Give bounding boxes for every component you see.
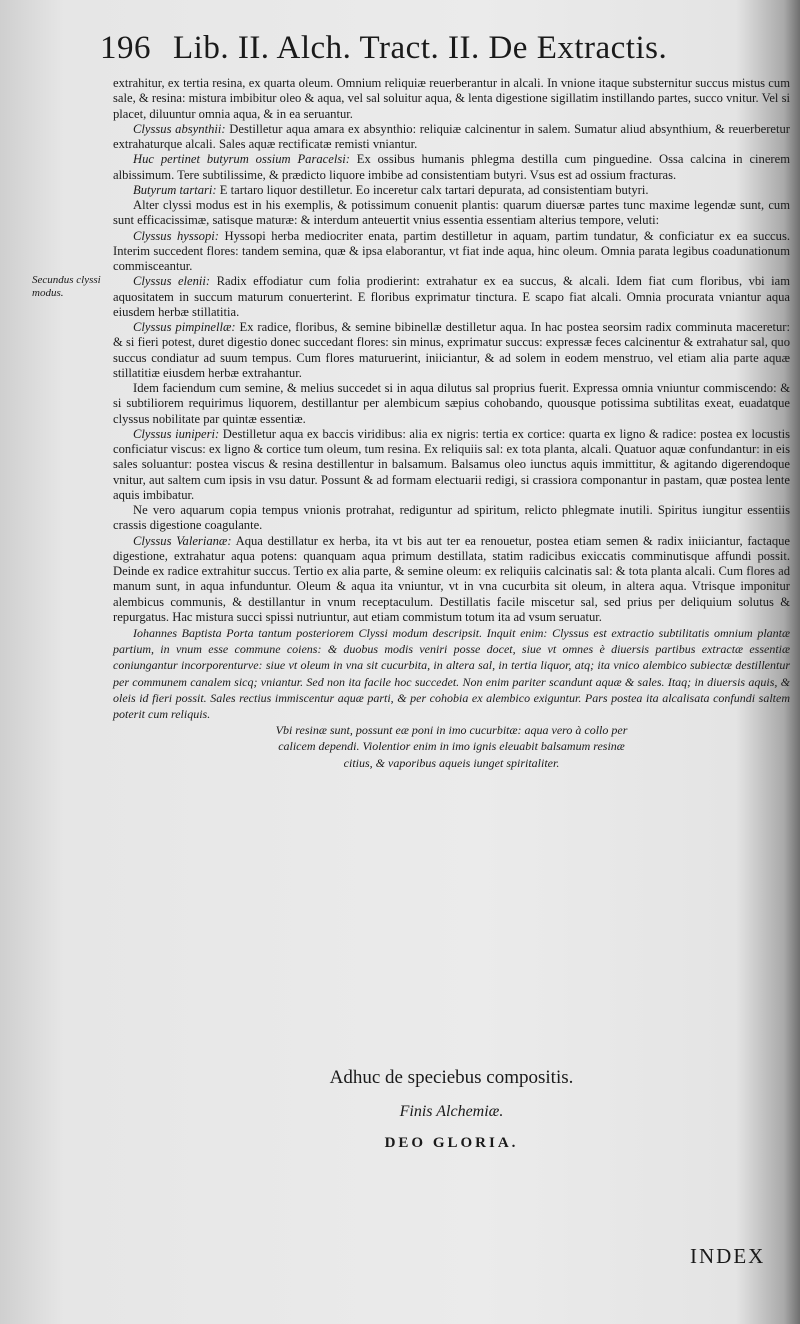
recipe-title: Clyssus elenii: — [133, 274, 211, 289]
closing-line: Adhuc de speciebus compositis. — [329, 1067, 574, 1088]
italic-note: Iohannes Baptista Porta tantum posteriorem Clyssi modum descripsit. Inquit enim: Clyssus est extractio subtilitatis omnium plantæ partium, in vnum esse commune coiens: & duobus modis veniri posse docet, siue vt omnes è diuersis partibus extractæ essentiæ coniungantur incorporenturve: siue vt oleum in vna sit cucurbita, in altera sal, in tertia liquor, atq; ita vnico alembico subiectæ destillentur per communem canalem sicq; vniantur. Sed non ita facile hoc succedet. Non enim pariter scandunt aquæ & sales. Itaq; in diuersis aquis, & oleis id fieri possit. Sales rectius immiscentur aquæ parti, & per cohobia ex alembico exiguntur. Pars postea ita alcalisata confundi saltem poterit cum reliquis. — [113, 626, 790, 722]
deo-gloria-line: DEO GLORIA. — [384, 1135, 519, 1151]
margin-note: Secundus clyssi modus. — [32, 274, 101, 299]
paragraph: extrahitur, ex tertia resina, ex quarta oleum. Omnium reliquiæ reuerberantur in alcali. In vnione itaque substernitur succus mistus cum sale, & resina: mistura imbibitur oleo & aqua, vel sal soluitur aqua, & lenta digestione sigillatim instillando partes, succo vnitur. Vel si placet, diluuntur omnia aqua, & in ea seruantur. — [113, 76, 790, 121]
paragraph: Alter clyssi modus est in his exemplis, & potissimum conuenit plantis: quarum diuersæ partes tunc maxime legendæ sunt, cum sunt efficacissimæ, satisque maturæ: & interdum anteuertit vnius essentia essentiam alterius tempore, veluti: — [113, 198, 790, 228]
catchword: INDEX — [690, 1244, 766, 1268]
paragraph: Clyssus iuniperi: Destilletur aqua ex baccis viridibus: alia ex nigris: tertia ex cortice: quarta ex ligno & radice: postea ex locustis conficiatur viscus: ex ligno & cortice tum oleum, tum resina. Ex reliquiis sal: ex tota planta, alcali. Quatuor aquæ confundantur: in eis sales soluantur: postea viscus & resina destillentur in balsamum. Balsamus oleo iunctus aquis immittitur, & agitando digerendoque vnitur, aut saltem cum ipsis in vsu datur. Possunt & ad formam electuarii redigi, si crassiora componantur in pastam, quæ postea lente aquis imbibatur. — [113, 426, 791, 502]
italic-note-tail: Vbi resinæ sunt, possunt eæ poni in imo cucurbitæ: aqua vero à collo per calicem dependi. Violentior enim in imo ignis eleuabit balsamum resinæ citius, & vaporibus aqueis iunget spiritaliter. — [275, 723, 628, 770]
running-title: Lib. II. Alch. Tract. II. De Extractis. — [173, 30, 668, 66]
finis-line: Finis Alchemiæ. — [399, 1103, 504, 1120]
paragraph: Huc pertinet butyrum ossium Paracelsi: Ex ossibus humanis phlegma destilla cum pinguedine. Ossa calcina in cinerem albissimum. Tere subtilissime, & prædicto liquore imbibe ad consistentiam butyri. Vsus est ad ossium fracturas. — [113, 152, 790, 182]
paragraph: Idem faciendum cum semine, & melius succedet si in aqua dilutus sal proprius fuerit. Expressa omnia vniuntur commiscendo: & si subtiliorem requirimus liquorem, destillantur per alembicum sæpius cohobando, quousque potissima subtilitas exeat, euadatque clyssus nobilitate par quintæ essentiæ. — [113, 381, 790, 426]
recipe-title: Clyssus Valerianæ: — [133, 533, 232, 548]
page-number: 196 — [100, 30, 151, 66]
main-text — [113, 76, 790, 771]
recipe-title: Huc pertinet butyrum ossium Paracelsi: — [133, 152, 350, 167]
page-header — [100, 30, 780, 67]
paragraph: Clyssus hyssopi: Hyssopi herba mediocriter enata, partim destilletur in aquam, partim tundatur, & conficiatur ex ea succus. Interim succedent flores: tandem semina, quæ & ipsa elaborantur, vt fiat inde aqua, hinc oleum. Omnia parata legibus coadunationum commisceantur. — [113, 228, 790, 273]
recipe-title: Clyssus absynthii: — [133, 121, 226, 136]
paragraph: Butyrum tartari: E tartaro liquor destilletur. Eo inceretur calx tartari depurata, ad consistentiam butyri. — [133, 182, 649, 197]
recipe-title: Clyssus pimpinellæ: — [133, 320, 236, 334]
paragraph: Ne vero aquarum copia tempus vnionis protrahat, rediguntur ad spiritum, relicto phlegmate inutili. Spiritus iungitur essentiis crassis digestione coagulante. — [113, 503, 790, 533]
recipe-title: Clyssus hyssopi: — [133, 228, 219, 243]
paragraph: Clyssus absynthii: Destilletur aqua amara ex absynthio: reliquiæ calcinentur in salem. Sumatur aliud absynthium, & reuerberetur extrahaturque alcali. Sales aquæ rectificatæ remisti vniantur. — [113, 121, 790, 151]
recipe-title: Clyssus iuniperi: — [133, 426, 220, 441]
paragraph: Clyssus elenii: Radix effodiatur cum folia prodierint: extrahatur ex ea succus, & alcali. Idem fiat cum floribus, vbi iam aquositatem in succum maturum conuerterint. E floribus exprimatur tinctura. E scapo fiat alcali. Omnia procurata vniantur aqua eiusdem herbæ stillatitia. — [113, 274, 791, 319]
paragraph: Clyssus Valerianæ: Aqua destillatur ex herba, ita vt bis aut ter ea renouetur, postea etiam semen & radix iniiciantur, factaque digestione, extrahatur aqua potens: quanquam aqua primum destillata, statim radicibus exiccatis comminutisque affundi possit. Deinde ex radice extrahitur succus. Tertio ex alia parte, & semine oleum: ex reliquiis calcinatis sal: & tota planta alcali. Cum flores ad manum sunt, in aqua infunduntur. Oleum & aqua ita vniuntur, vt in vna cucurbita sit oleum, in altera aqua. Vtrisque imponitur alembicus communis, & destillantur in vnum receptaculum. Destillatis facile miscetur sal, sed prius per deliquium solutus & repurgatus. Hac mistura succi spissi nutriuntur, aut etiam commistum totum ita ad vsum seruatur. — [113, 533, 791, 624]
paragraph: Clyssus pimpinellæ: Ex radice, floribus, & semine bibinellæ destilletur aqua. In hac postea seorsim radix comminuta maceretur: & si fieri potest, duret digestio donec succedant flores: sin minus, exprimatur succus: expressæ feces calcinentur & extrahatur sal, quo succus condiatur ad suum tempus. Cum flores maturuerint, iniiciantur, & ad solem in eodem menstruo, vel etiam alia parte aquæ stillatitiæ eiusdem herbæ extrahantur. — [113, 320, 790, 380]
recipe-title: Butyrum tartari: — [133, 182, 217, 197]
